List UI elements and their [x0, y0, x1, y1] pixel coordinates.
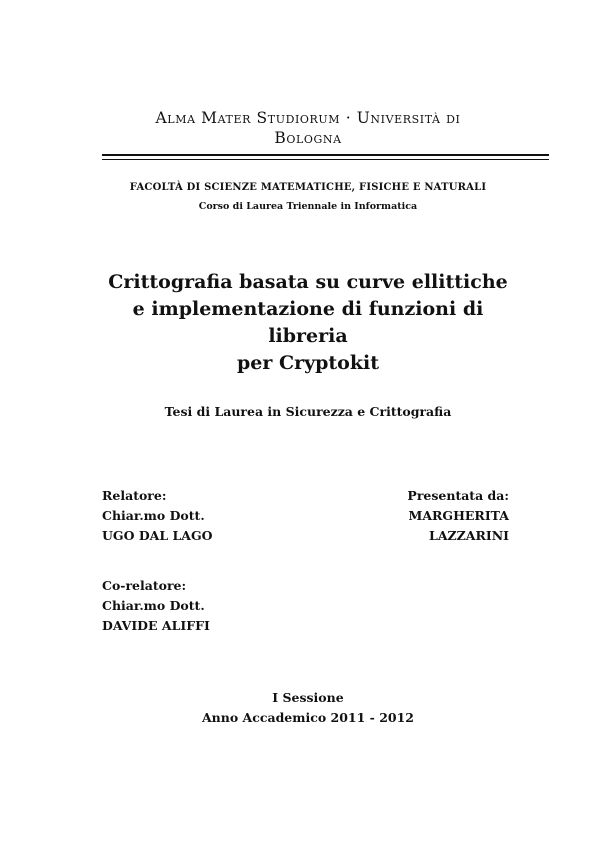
- university-name-line-1: Alma Mater Studiorum · Università di: [155, 109, 461, 127]
- candidate-first-name: MARGHERITA: [408, 508, 509, 523]
- thesis-title-line-2: e implementazione di funzioni di libreria: [132, 298, 484, 347]
- candidate-label: Presentata da:: [407, 488, 509, 503]
- supervisor-label: Relatore:: [102, 488, 167, 503]
- university-name-line-2: Bologna: [274, 129, 342, 147]
- co-supervisor-title: Chiar.mo Dott.: [102, 598, 205, 613]
- co-supervisor-name: DAVIDE ALIFFI: [102, 618, 210, 633]
- header-rule-thin: [102, 159, 549, 160]
- supervisor-title: Chiar.mo Dott.: [102, 508, 205, 523]
- course-name: Corso di Laurea Triennale in Informatica: [198, 201, 418, 212]
- co-supervisor-block: [102, 576, 210, 636]
- thesis-title: [90, 269, 526, 377]
- supervisor-name: UGO DAL LAGO: [102, 528, 213, 543]
- academic-year: Anno Accademico 2011 - 2012: [201, 710, 415, 725]
- session-name: I Sessione: [272, 690, 344, 705]
- supervisor-block: [102, 486, 213, 546]
- candidate-block: [407, 486, 509, 546]
- candidate-last-name: LAZZARINI: [429, 528, 509, 543]
- thesis-title-line-3: per Cryptokit: [236, 352, 380, 374]
- session-block: [100, 688, 516, 728]
- header-rule-thick: [102, 154, 549, 156]
- faculty-name: FACOLTÀ DI SCIENZE MATEMATICHE, FISICHE E NATURALI: [129, 182, 487, 193]
- co-supervisor-label: Co-relatore:: [102, 578, 187, 593]
- thesis-title-line-1: Crittografia basata su curve ellittiche: [108, 271, 508, 293]
- university-name: [100, 108, 516, 148]
- thesis-type: Tesi di Laurea in Sicurezza e Crittografia: [164, 404, 452, 419]
